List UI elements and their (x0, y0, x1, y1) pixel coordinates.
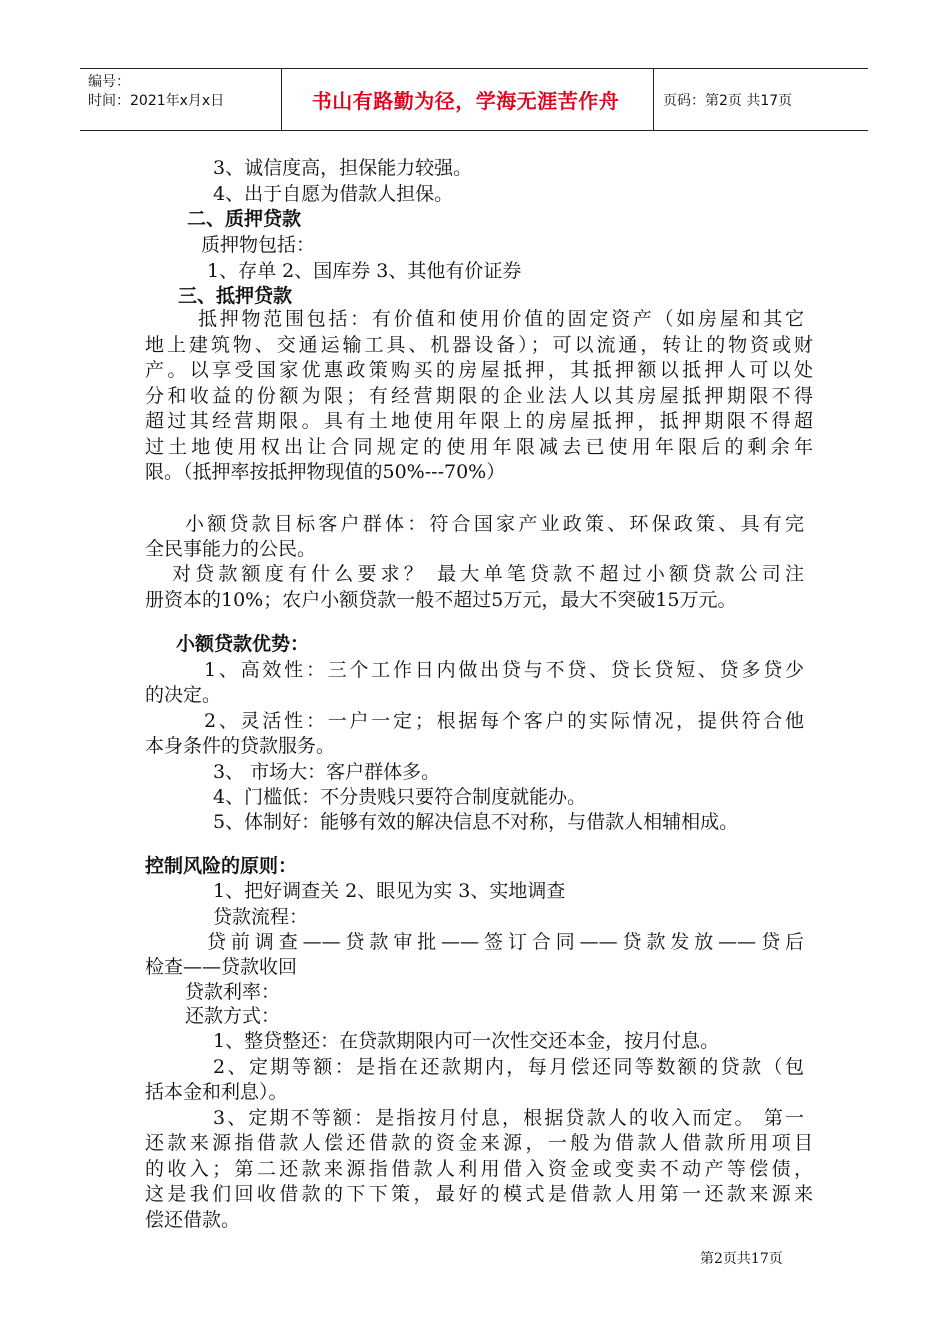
text-line: 贷款流程： (213, 906, 309, 928)
section-heading: 二、质押贷款 (187, 208, 302, 230)
text-line: 1、高效性：三个工作日内做出贷与不贷、贷长贷短、贷多贷少 (204, 659, 804, 681)
text-line: 小额贷款目标客户群体：符合国家产业政策、环保政策、具有完 (185, 513, 804, 535)
text-line: 册资本的10%；农户小额贷款一般不超过5万元，最大不突破15万元。 (145, 589, 737, 611)
text-line: 3、 市场大：客户群体多。 (213, 761, 441, 783)
page-footer-number: 第2页共17页 (700, 1251, 783, 1267)
text-line: 抵押物范围包括：有价值和使用价值的固定资产（如房屋和其它 (198, 308, 804, 330)
header-divider (653, 69, 654, 130)
header-page-number: 页码：第2页 共17页 (663, 92, 793, 109)
text-line: 质押物包括： (201, 234, 316, 256)
text-line: 全民事能力的公民。 (145, 538, 317, 560)
section-heading: 控制风险的原则： (145, 855, 298, 877)
section-heading: 小额贷款优势： (176, 633, 310, 655)
text-line: 限。（抵押率按抵押物现值的50%---70%） (145, 461, 506, 483)
text-line: 2、灵活性：一户一定；根据每个客户的实际情况，提供符合他 (204, 710, 804, 732)
text-line: 贷款利率： (185, 981, 281, 1003)
page-header (80, 68, 868, 131)
header-meta (88, 73, 288, 111)
text-line: 还款来源指借款人偿还借款的资金来源，一般为借款人借款所用项目 (145, 1132, 813, 1154)
text-line: 3、诚信度高，担保能力较强。 (213, 157, 473, 179)
text-line: 贷前调查——贷款审批——签订合同——贷款发放——贷后 (207, 931, 804, 953)
text-line: 还款方式： (185, 1005, 281, 1027)
text-line: 1、把好调查关 2、眼见为实 3、实地调查 (213, 880, 566, 902)
text-line: 1、整贷整还：在贷款期限内可一次性交还本金，按月付息。 (213, 1030, 720, 1052)
document-date-label: 时间：2021年x月x日 (88, 93, 225, 109)
text-line: 产。以享受国家优惠政策购买的房屋抵押，其抵押额以抵押人可以处 (145, 359, 813, 381)
text-line: 4、出于自愿为借款人担保。 (213, 183, 454, 205)
text-line: 2、定期等额：是指在还款期内，每月偿还同等数额的贷款（包 (213, 1056, 804, 1078)
text-line: 偿还借款。 (145, 1209, 241, 1231)
text-line: 3、定期不等额：是指按月付息，根据贷款人的收入而定。 第一 (213, 1107, 804, 1129)
text-line: 过土地使用权出让合同规定的使用年限减去已使用年限后的剩余年 (145, 436, 813, 458)
text-line: 这是我们回收借款的下下策，最好的模式是借款人用第一还款来源来 (145, 1183, 813, 1205)
text-line: 的收入；第二还款来源指借款人利用借入资金或变卖不动产等偿债， (145, 1158, 813, 1180)
section-heading: 三、抵押贷款 (178, 285, 293, 307)
text-line: 地上建筑物、交通运输工具、机器设备）；可以流通，转让的物资或财 (145, 334, 813, 356)
text-line: 4、门槛低：不分贵贱只要符合制度就能办。 (213, 786, 587, 808)
text-line: 超过其经营期限。具有土地使用年限上的房屋抵押，抵押期限不得超 (145, 410, 813, 432)
text-line: 对贷款额度有什么要求？ 最大单笔贷款不超过小额贷款公司注 (172, 563, 804, 585)
document-number-label: 编号： (88, 74, 130, 90)
text-line: 分和收益的份额为限；有经营期限的企业法人以其房屋抵押期限不得 (145, 385, 813, 407)
text-line: 本身条件的贷款服务。 (145, 735, 336, 757)
text-line: 的决定。 (145, 684, 222, 706)
header-motto: 书山有路勤为径，学海无涯苦作舟 (311, 89, 620, 113)
text-line: 括本金和利息）。 (145, 1081, 288, 1103)
text-line: 5、体制好：能够有效的解决信息不对称，与借款人相辅相成。 (213, 811, 739, 833)
text-line: 检查——贷款收回 (145, 956, 298, 978)
text-line: 1、存单 2、国库券 3、其他有价证券 (207, 260, 522, 282)
